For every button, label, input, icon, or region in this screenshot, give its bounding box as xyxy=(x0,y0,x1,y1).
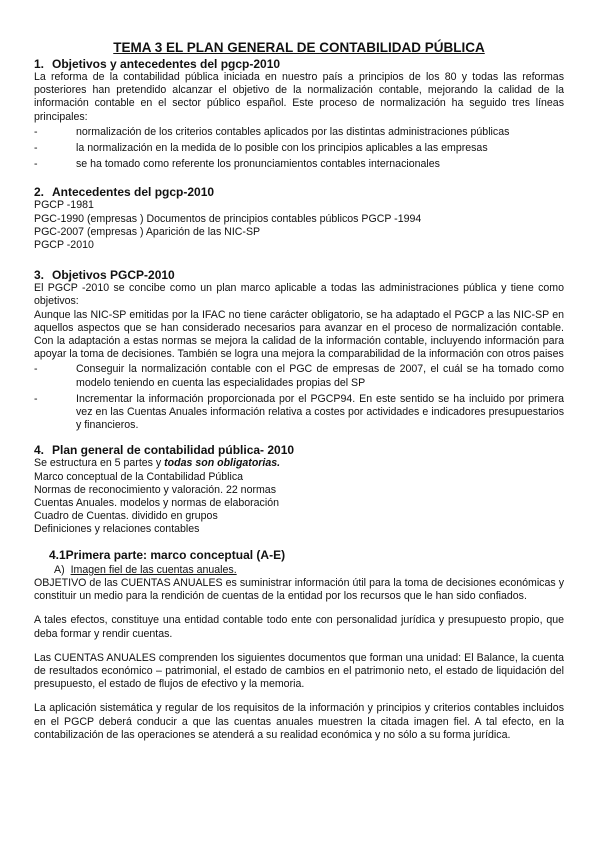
section-number: 1. xyxy=(34,57,45,71)
subsection-a-heading xyxy=(54,564,564,577)
part-line: Cuadro de Cuentas. dividido en grupos xyxy=(34,510,218,523)
section-1-intro: La reforma de la contabilidad pública iniciada en nuestro país a principios de los 80 y todas las reformas posteriores han pretendido alcanzar el objetivo de la normalización contable, mejorando la calidad de la información contable en el sector público español. Este proceso de normalización ha seguido tres líneas principales: xyxy=(34,71,564,123)
section-1-list xyxy=(34,126,564,172)
section-2-heading xyxy=(34,185,564,199)
antecedent-line: PGCP -1981 xyxy=(34,199,94,212)
section-3-list xyxy=(34,363,564,432)
subsection-paragraph: A tales efectos, constituye una entidad contable todo ente con personalidad jurídica y presupuesto propio, que deba formar y rendir cuentas. xyxy=(34,614,564,640)
list-item: - la normalización en la medida de lo posible con los principios aplicables a las empresas xyxy=(34,142,564,155)
part-line: Normas de reconocimiento y valoración. 22 normas xyxy=(34,483,277,496)
part-line: Marco conceptual de la Contabilidad Pública xyxy=(34,470,244,483)
section-number: 2. xyxy=(34,185,45,200)
section-3-heading xyxy=(34,268,564,282)
section-3-paragraph: Aunque las NIC-SP emitidas por la IFAC no tiene carácter obligatorio, se ha adaptado el PGCP a las NIC-SP en aquellos aspectos que se han considerado necesarios para avanzar en el proceso de normalización contable. Con la adaptación a estas normas se mejora la calidad de la información contable, incluyendo información para apoyar la toma de decisiones. También se logra una mejora la comparabilidad de la información con otros paises xyxy=(34,308,564,361)
section-title: Objetivos PGCP-2010 xyxy=(52,268,175,283)
subsection-a-title: Imagen fiel de las cuentas anuales. xyxy=(70,563,237,576)
part-line: Definiciones y relaciones contables xyxy=(34,523,200,536)
section-3-paragraph: El PGCP -2010 se concibe como un plan marco aplicable a todas las administraciones pública y tiene como objetivos: xyxy=(34,282,564,308)
subsection-paragraph: Las CUENTAS ANUALES comprenden los siguientes documentos que forman una unidad: El Balance, la cuenta de resultados económico – patrimonial, el estado de cambios en el patrimonio neto, el estado de liquidación del presupuesto, el estado de flujos de efectivo y la memoria. xyxy=(34,651,564,691)
document-page xyxy=(34,40,564,742)
section-title: Plan general de contabilidad pública- 2010 xyxy=(52,443,295,458)
antecedent-line: PGC-1990 (empresas ) Documentos de principios contables públicos PGCP -1994 xyxy=(34,212,422,225)
subsection-4-1-heading: 4.1Primera parte: marco conceptual (A-E) xyxy=(49,547,286,562)
list-item: - normalización de los criterios contables aplicados por las distintas administraciones públicas xyxy=(34,126,564,139)
antecedent-line: PGC-2007 (empresas ) Aparición de las NIC-SP xyxy=(34,225,261,238)
intro-text: Se estructura en 5 partes y xyxy=(34,457,165,470)
section-number: 4. xyxy=(34,443,45,458)
part-line: Cuentas Anuales. modelos y normas de elaboración xyxy=(34,497,279,510)
subsection-paragraph: OBJETIVO de las CUENTAS ANUALES es suministrar información útil para la toma de decisiones económicas y constituir un medio para la rendición de cuentas de la entidad por los recursos que le han sido confiados. xyxy=(34,576,564,603)
section-4-heading xyxy=(34,443,564,457)
antecedent-line: PGCP -2010 xyxy=(34,239,94,252)
section-title: Objetivos y antecedentes del pgcp-2010 xyxy=(52,57,281,71)
document-title: TEMA 3 EL PLAN GENERAL DE CONTABILIDAD PÚBLICA xyxy=(113,40,485,55)
list-item: - Conseguir la normalización contable con el PGC de empresas de 2007, el cuál se ha tomado como modelo teniendo en cuenta las especialidades propias del SP xyxy=(34,363,564,389)
list-item: - Incrementar la información proporcionada por el PGCP94. En este sentido se ha incluido por primera vez en las Cuentas Anuales información relativa a costes por actividades e indicadores presupuestarios y financieros. xyxy=(34,393,564,433)
section-number: 3. xyxy=(34,268,45,283)
section-4-intro xyxy=(34,457,564,470)
intro-emphasis: todas son obligatorias. xyxy=(164,457,281,470)
section-1-heading xyxy=(34,57,564,71)
list-item: - se ha tomado como referente los pronunciamientos contables internacionales xyxy=(34,158,564,171)
section-title: Antecedentes del pgcp-2010 xyxy=(52,185,215,200)
subsection-paragraph: La aplicación sistemática y regular de los requisitos de la información y principios y criterios contables incluidos en el PGCP deberá conducir a que las cuentas anuales muestren la citada imagen fiel. A tal efecto, en la contabilización de las operaciones se atenderá a su realidad económica y no sólo a su forma jurídica. xyxy=(34,702,564,741)
subsection-a-label: A) xyxy=(54,563,65,576)
